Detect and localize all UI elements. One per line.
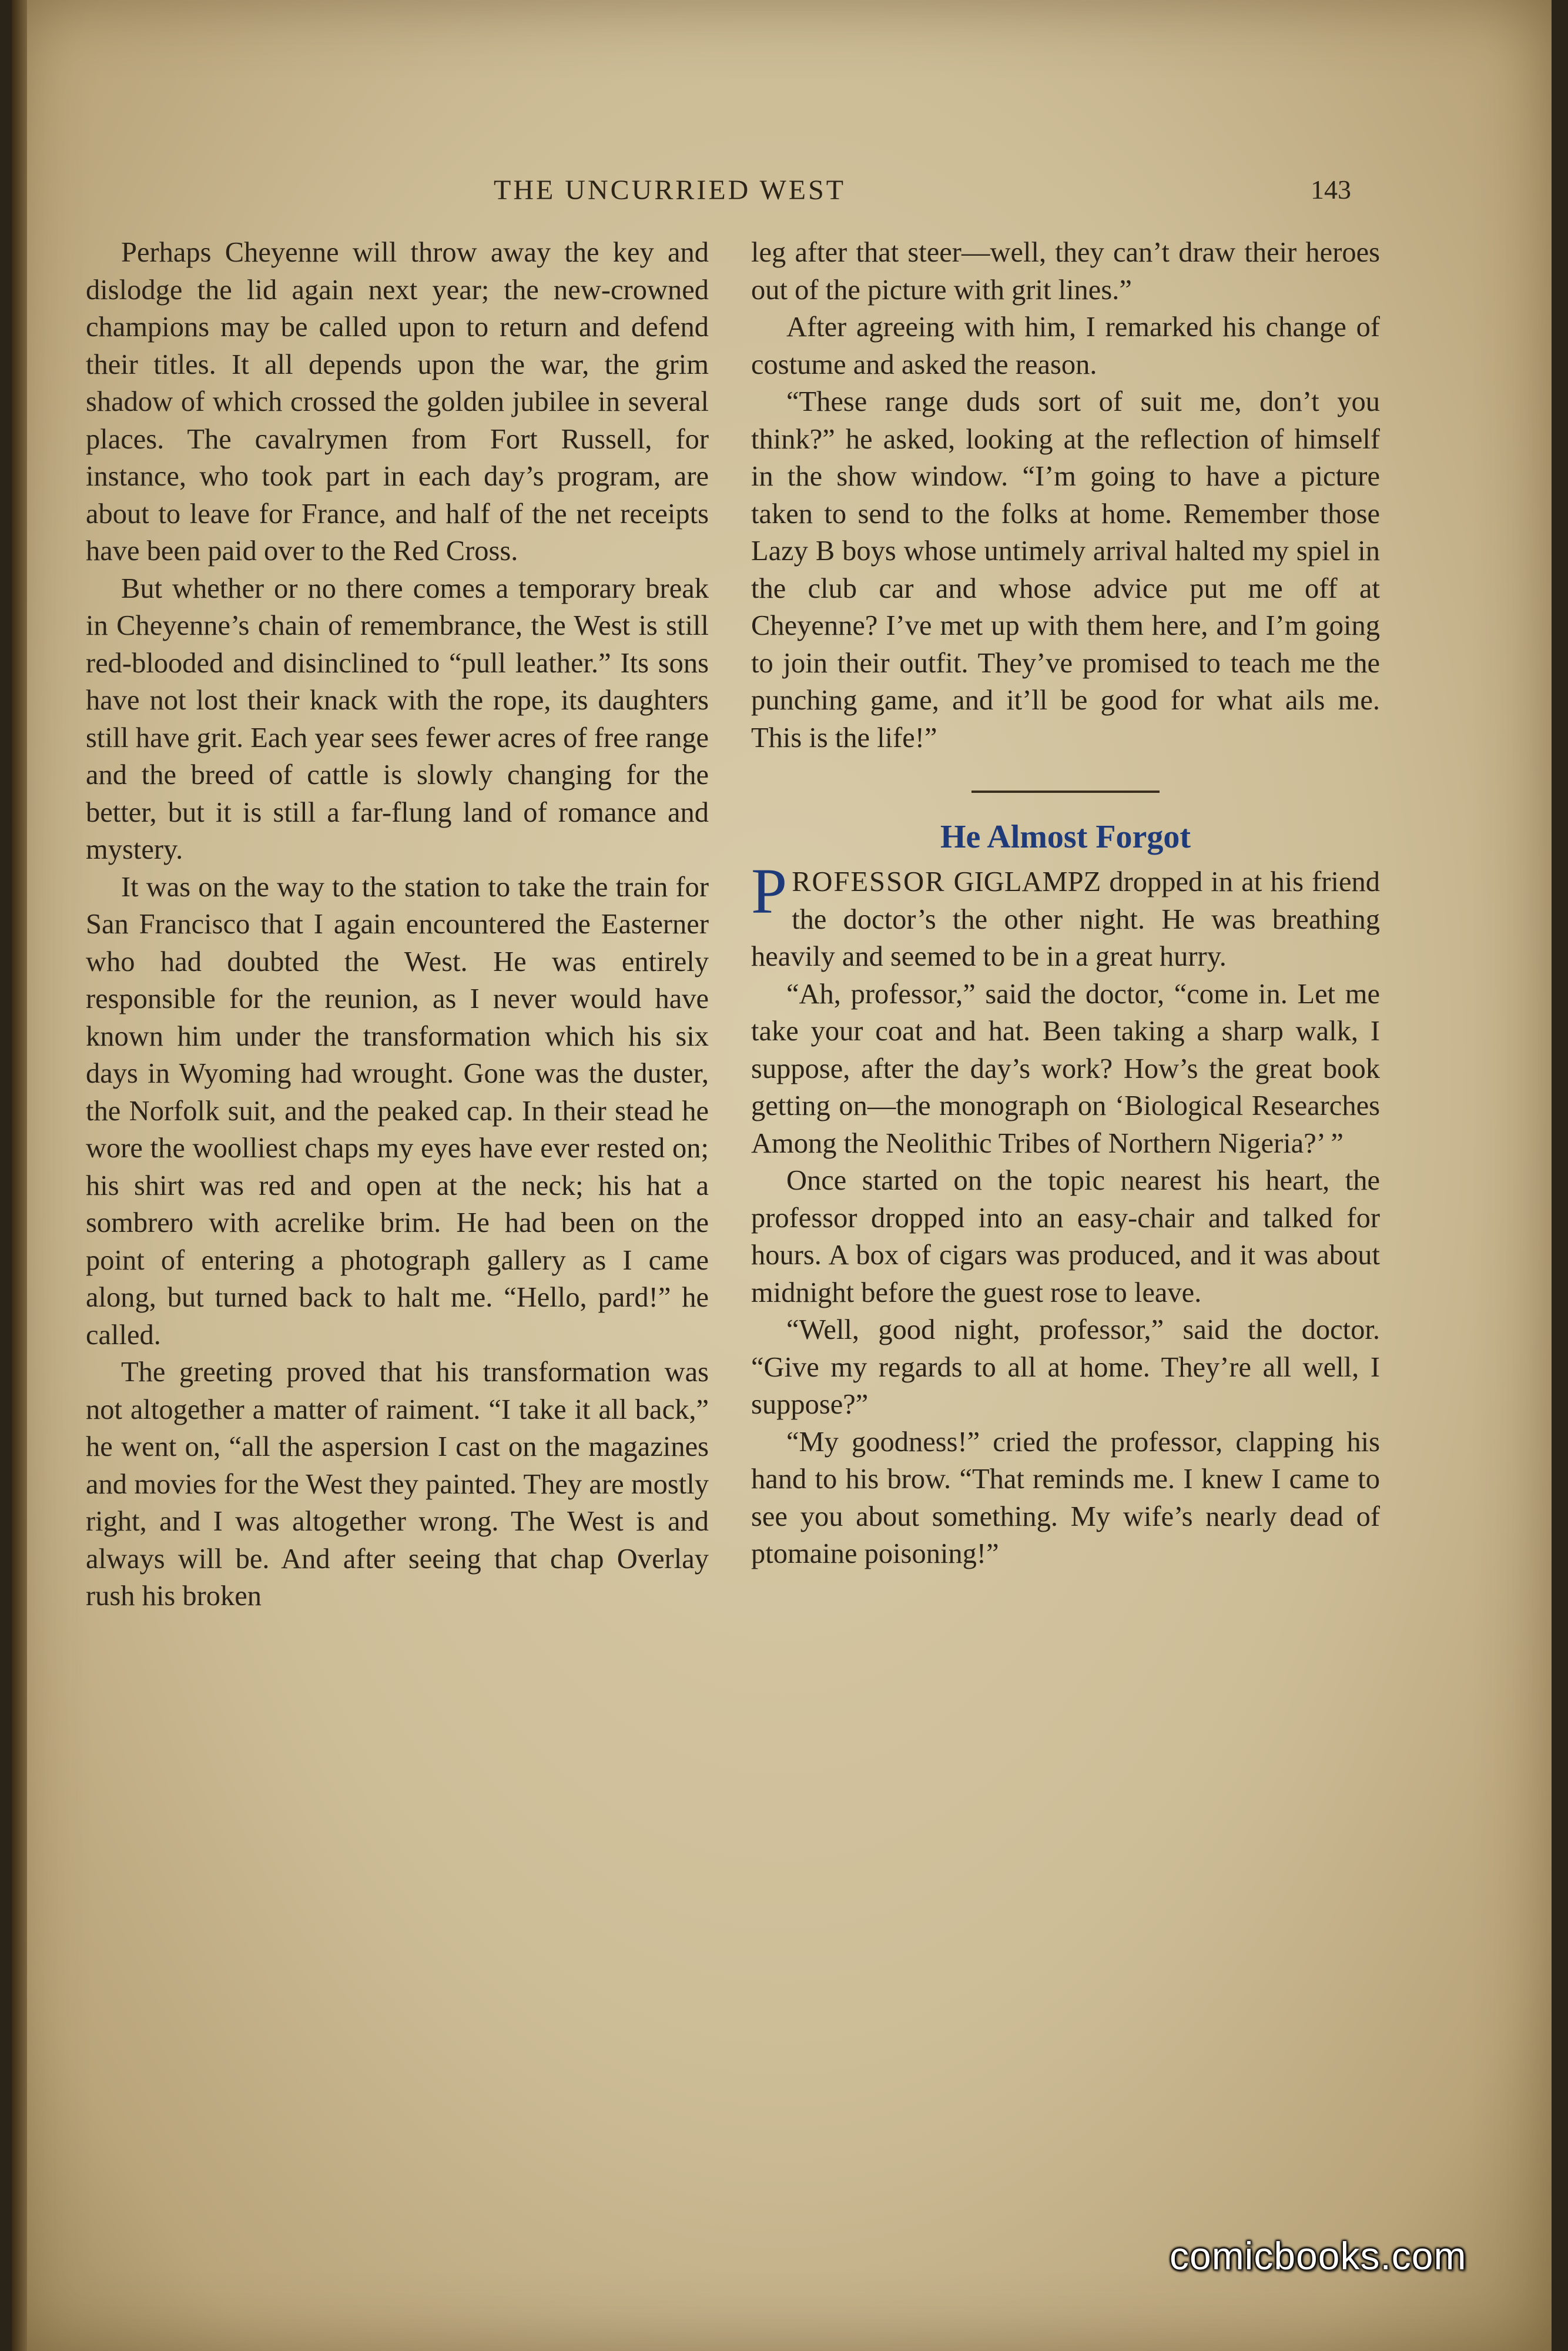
paragraph: Once started on the topic nearest his heart, the professor dropped into an easy-chair and talked for hours. A box of cigars was produced, and it was about midnight before the guest rose to leave. xyxy=(751,1165,1380,1308)
section-divider xyxy=(971,791,1160,793)
paragraph: Perhaps Cheyenne will throw away the key and dislodge the lid again next year; the new-crowned champions may be called upon to return and defend their titles. It all depends upon the war, the grim shadow of which crossed the golden jubilee in several places. The cavalrymen from Fort Russell, for instance, who took part in each day’s program, are about to leave for France, and half of the net receipts have been paid over to the Red Cross. xyxy=(86,237,709,567)
paragraph: “Ah, professor,” said the doctor, “come in. Let me take your coat and hat. Been taking a sharp walk, I suppose, after the day’s work? How’s the great book getting on—the monograph on ‘Biological Researches Among the Neolithic Tribes of Northern Nigeria?’ ” xyxy=(751,978,1380,1159)
paragraph: After agreeing with him, I remarked his change of costume and asked the reason. xyxy=(751,312,1380,380)
right-column xyxy=(751,234,1380,1573)
running-head: THE UNCURRIED WEST xyxy=(494,175,846,206)
page-spine-shadow xyxy=(12,0,27,2351)
paragraph: It was on the way to the station to take the train for San Francisco that I again encountered the Easterner who had doubted the West. He was entirely responsible for the reunion, as I never would have known him under the transformation which his six days in Wyoming had wrought. Gone was the duster, the Norfolk suit, and the peaked cap. In their stead he wore the woolliest chaps my eyes have ever rested on; his shirt was red and open at the neck; his hat a sombrero with acrelike brim. He had been on the point of entering a photograph gallery as I came along, but turned back to halt me. “Hello, pard!” he called. xyxy=(86,871,709,1351)
page-number: 143 xyxy=(1311,175,1351,205)
story-first-paragraph xyxy=(751,855,1380,976)
paragraph: But whether or no there comes a temporary break in Cheyenne’s chain of remembrance, the West is still red-blooded and disinclined to “pull leather.” Its sons have not lost their knack with the rope, its daughters still have grit. Each year sees fewer acres of free range and the breed of cattle is slowly changing for the better, but it is still a far-flung land of romance and mystery. xyxy=(86,572,709,865)
drop-cap: P xyxy=(751,855,788,927)
story-title: He Almost Forgot xyxy=(940,819,1191,855)
first-paragraph-text: GIGLAMPZ dropped in at his friend the doctor’s the other night. He was breathing heavily and seemed to be in a great hurry. xyxy=(751,866,1380,972)
paragraph: “Well, good night, professor,” said the doctor. “Give my regards to all at home. They’re all well, I suppose?” xyxy=(751,1314,1380,1420)
paragraph: “My goodness!” cried the professor, clapping his hand to his brow. “That reminds me. I knew I came to see you about something. My wife’s nearly dead of ptomaine poisoning!” xyxy=(751,1426,1380,1569)
magazine-page xyxy=(12,0,1552,2351)
first-word-rest: ROFESSOR xyxy=(792,866,946,897)
paragraph: “These range duds sort of suit me, don’t you think?” he asked, looking at the reflection of himself in the show window. “I’m going to have a picture taken to send to the folks at home. Remember those Lazy B boys whose untimely arrival halted my spiel in the club car and whose advice put me off at Cheyenne? I’ve met up with them here, and I’m going to join their outfit. They’ve promised to teach me the punching game, and it’ll be good for what ails me. This is the life!” xyxy=(751,386,1380,753)
paragraph: The greeting proved that his transformation was not altogether a matter of raiment. “I take it all back,” he went on, “all the aspersion I cast on the magazines and movies for the West they painted. They are mostly right, and I was altogether wrong. The West is and always will be. And after seeing that chap Overlay rush his broken xyxy=(86,1357,709,1612)
left-column xyxy=(86,234,709,1615)
paragraph-continued: leg after that steer—well, they can’t draw their heroes out of the picture with grit lines.” xyxy=(751,237,1380,306)
site-watermark: comicbooks.com xyxy=(1170,2234,1467,2278)
